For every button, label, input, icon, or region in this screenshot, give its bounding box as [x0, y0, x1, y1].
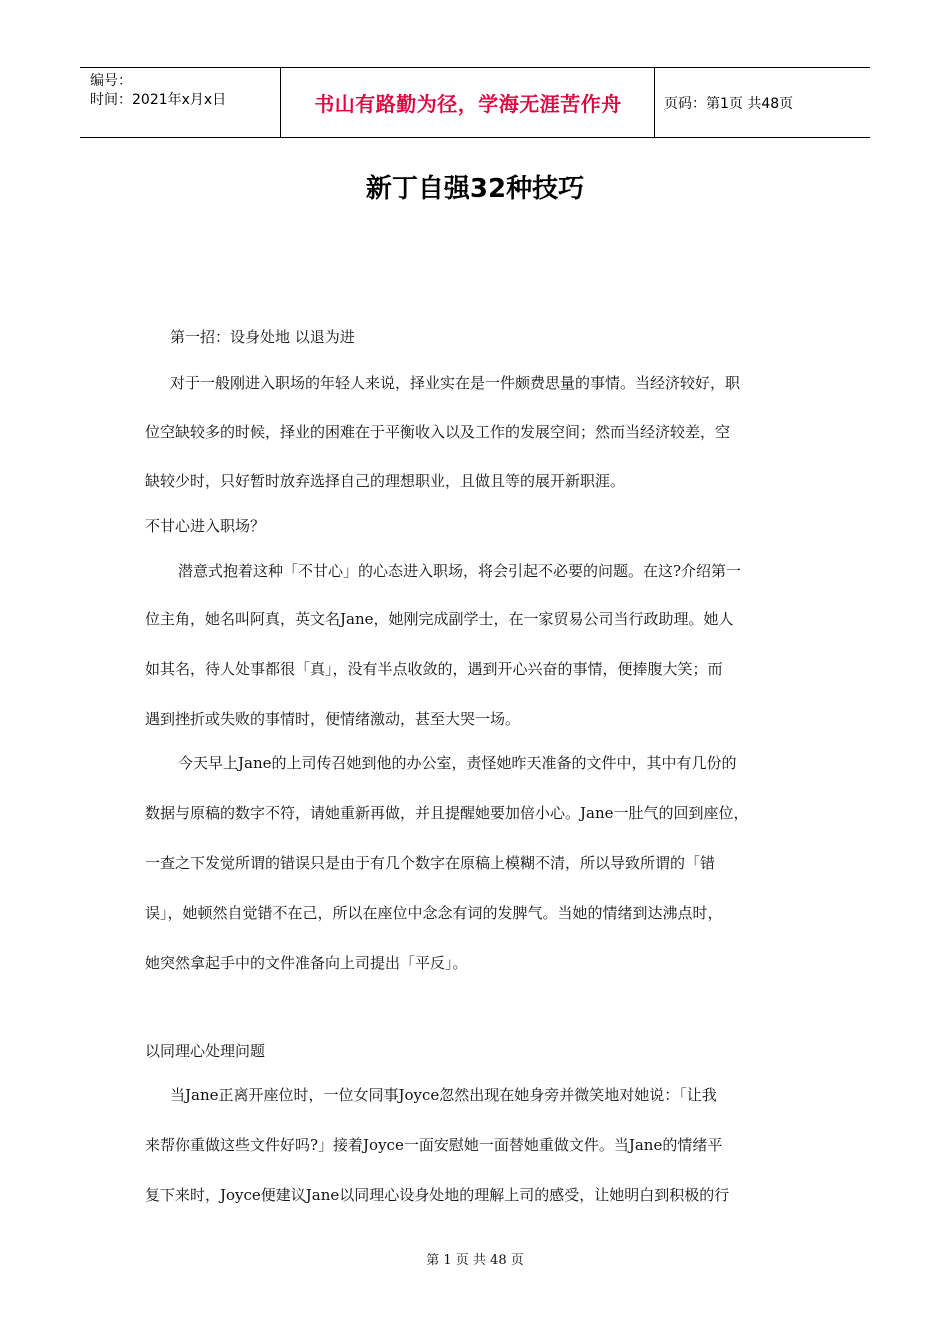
paragraph-line: 数据与原稿的数字不符，请她重新再做，并且提醒她要加倍小心。Jane一肚气的回到座位，	[145, 804, 749, 822]
paragraph-line: 当Jane正离开座位时，一位女同事Joyce忽然出现在她身旁并微笑地对她说：「让我	[170, 1086, 717, 1104]
paragraph-line: 位空缺较多的时候，择业的困难在于平衡收入以及工作的发展空间；然而当经济较差，空	[145, 423, 731, 441]
subheading: 以同理心处理问题	[145, 1042, 266, 1060]
paragraph-line: 位主角，她名叫阿真，英文名Jane，她刚完成副学士，在一家贸易公司当行政助理。她人	[145, 610, 734, 628]
paragraph-line: 缺较少时，只好暂时放弃选择自己的理想职业，且做且等的展开新职涯。	[145, 472, 626, 490]
header-divider	[654, 68, 655, 137]
paragraph-line: 遇到挫折或失败的事情时，便情绪激动，甚至大哭一场。	[145, 710, 521, 728]
paragraph-line: 如其名，待人处事都很「真」，没有半点收敛的，遇到开心兴奋的事情，便捧腹大笑；而	[145, 660, 723, 678]
header-number: 编号：	[90, 73, 132, 89]
paragraph-line: 一查之下发觉所谓的错误只是由于有几个数字在原稿上模糊不清，所以导致所谓的「错	[145, 854, 716, 872]
paragraph-line: 她突然拿起手中的文件准备向上司提出「平反」。	[145, 954, 468, 972]
header-motto: 书山有路勤为径，学海无涯苦作舟	[314, 92, 622, 116]
page-header	[80, 67, 870, 138]
paragraph-line: 复下来时，Joyce便建议Jane以同理心设身处地的理解上司的感受，让她明白到积极的行	[145, 1186, 730, 1204]
paragraph-line: 今天早上Jane的上司传召她到他的办公室，责怪她昨天准备的文件中，其中有几份的	[178, 754, 737, 772]
header-meta	[90, 72, 226, 110]
subheading: 不甘心进入职场？	[145, 517, 266, 535]
paragraph-line: 潜意式抱着这种「不甘心」的心态进入职场，将会引起不必要的问题。在这?介绍第一	[178, 562, 742, 580]
paragraph-line: 误」，她顿然自觉错不在己，所以在座位中念念有词的发脾气。当她的情绪到达沸点时，	[145, 904, 723, 922]
paragraph-line: 对于一般刚进入职场的年轻人来说，择业实在是一件颇费思量的事情。当经济较好，职	[170, 374, 741, 392]
paragraph-line: 来帮你重做这些文件好吗?」接着Joyce一面安慰她一面替她重做文件。当Jane的情绪平	[145, 1136, 723, 1154]
document-title: 新丁自强32种技巧	[365, 174, 585, 204]
section-heading: 第一招：设身处地 以退为进	[170, 328, 355, 346]
header-divider	[280, 68, 281, 137]
header-time: 时间：2021年x月x日	[90, 92, 227, 108]
header-page-info: 页码：第1页 共48页	[664, 95, 794, 112]
page-footer: 第 1 页 共 48 页	[426, 1253, 524, 1268]
